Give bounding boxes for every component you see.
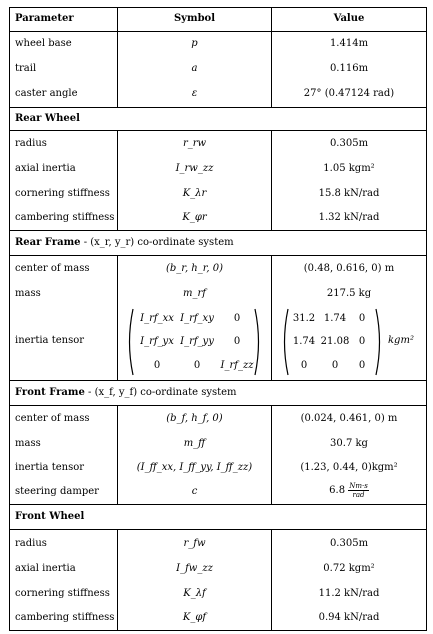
row-value: (0.48, 0.616, 0) m xyxy=(303,263,395,274)
row-value: 217.5 kg xyxy=(326,288,372,299)
row-value: 1.414m xyxy=(329,38,369,49)
section-title-front-frame xyxy=(15,387,237,398)
header-symbol: Symbol xyxy=(173,13,216,24)
table-border-left xyxy=(9,7,10,631)
row-symbol: K_λf xyxy=(183,588,206,599)
row-param: cambering stiffness xyxy=(15,612,115,623)
row-param: center of mass xyxy=(15,263,90,274)
section-rule xyxy=(9,130,427,131)
matrix-cell: 0 xyxy=(358,313,366,324)
row-value: 0.72 kgm² xyxy=(323,563,375,574)
section-rule xyxy=(9,380,427,381)
matrix-cell: 31.2 xyxy=(292,313,316,324)
row-param: steering damper xyxy=(15,486,99,497)
row-symbol: K_φr xyxy=(182,212,207,223)
row-param: wheel base xyxy=(15,38,72,49)
row-value: 0.116m xyxy=(329,63,369,74)
matrix-cell: 21.08 xyxy=(320,336,350,347)
row-symbol: m_rf xyxy=(183,288,206,299)
row-symbol: r_rw xyxy=(182,138,207,149)
section-rule xyxy=(9,405,427,406)
section-title-front-wheel: Front Wheel xyxy=(15,511,85,522)
section-title-text: Front Frame xyxy=(15,387,85,398)
row-symbol: a xyxy=(191,63,198,74)
damper-unit-fraction xyxy=(348,482,369,499)
row-param: mass xyxy=(15,438,41,449)
inertia-unit: kgm² xyxy=(388,335,414,346)
row-symbol: (I_ff_xx, I_ff_yy, I_ff_zz) xyxy=(136,462,253,473)
row-param: axial inertia xyxy=(15,163,76,174)
row-param: cornering stiffness xyxy=(15,188,110,199)
section-title-suffix: - (x_r, y_r) co-ordinate system xyxy=(80,237,234,248)
row-symbol: I_rw_zz xyxy=(175,163,214,174)
row-param: axial inertia xyxy=(15,563,76,574)
row-param: trail xyxy=(15,63,37,74)
section-rule xyxy=(9,529,427,530)
matrix-cell: I_rf_xy xyxy=(180,313,214,324)
inertia-symbol-matrix xyxy=(124,307,264,377)
row-value: 0.305m xyxy=(329,538,369,549)
row-symbol: ε xyxy=(191,88,198,99)
section-rule xyxy=(9,255,427,256)
row-param: radius xyxy=(15,138,47,149)
row-value: 15.8 kN/rad xyxy=(318,188,380,199)
row-value: 11.2 kN/rad xyxy=(318,588,380,599)
section-rule xyxy=(9,107,427,108)
row-symbol: r_fw xyxy=(183,538,206,549)
row-symbol: (b_f, h_f, 0) xyxy=(166,413,223,424)
section-title-suffix: - (x_f, y_f) co-ordinate system xyxy=(84,387,237,398)
row-param: radius xyxy=(15,538,47,549)
matrix-cell: 0 xyxy=(358,336,366,347)
inertia-value-matrix xyxy=(280,307,384,377)
row-value: 0.94 kN/rad xyxy=(318,612,380,623)
row-value: 30.7 kg xyxy=(330,438,368,449)
section-title-rear-frame xyxy=(15,237,234,248)
row-param: caster angle xyxy=(15,88,78,99)
row-symbol: p xyxy=(191,38,198,49)
row-value: (0.024, 0.461, 0) m xyxy=(300,413,398,424)
matrix-cell: 0 xyxy=(331,360,339,371)
row-value: (1.23, 0.44, 0)kgm² xyxy=(300,462,398,473)
section-title-text: Rear Frame xyxy=(15,237,81,248)
table-border-bottom xyxy=(9,630,427,631)
fraction-numerator: Nm·s xyxy=(349,482,368,490)
matrix-cell: 0 xyxy=(300,360,308,371)
section-title-rear-wheel: Rear Wheel xyxy=(15,113,80,124)
row-param: cambering stiffness xyxy=(15,212,115,223)
table-border-top xyxy=(9,7,427,8)
matrix-cell: I_rf_zz xyxy=(220,360,254,371)
row-symbol: c xyxy=(191,486,198,497)
section-rule xyxy=(9,504,427,505)
row-symbol: m_ff xyxy=(183,438,206,449)
matrix-cell: 0 xyxy=(153,360,161,371)
damper-value: 6.8 xyxy=(329,485,346,496)
row-value: 27° (0.47124 rad) xyxy=(303,88,395,99)
matrix-cell: I_rf_yy xyxy=(180,336,214,347)
header-value: Value xyxy=(333,13,365,24)
row-symbol: K_φf xyxy=(182,612,207,623)
matrix-cell: 0 xyxy=(193,360,201,371)
matrix-cell: 0 xyxy=(233,336,241,347)
row-param: inertia tensor xyxy=(15,335,85,346)
matrix-cell: 1.74 xyxy=(292,336,316,347)
header-parameter: Parameter xyxy=(15,13,74,24)
header-rule xyxy=(9,31,427,32)
matrix-cell: I_rf_yx xyxy=(140,336,174,347)
matrix-cell: I_rf_xx xyxy=(140,313,174,324)
row-param: center of mass xyxy=(15,413,90,424)
matrix-cell: 0 xyxy=(358,360,366,371)
matrix-cell: 0 xyxy=(233,313,241,324)
row-value: 0.305m xyxy=(329,138,369,149)
row-symbol: (b_r, h_r, 0) xyxy=(165,263,224,274)
section-rule xyxy=(9,230,427,231)
row-symbol: I_fw_zz xyxy=(176,563,213,574)
row-param: inertia tensor xyxy=(15,462,85,473)
fraction-denominator: rad xyxy=(352,491,365,499)
matrix-cell: 1.74 xyxy=(323,313,347,324)
row-param: cornering stiffness xyxy=(15,588,110,599)
row-param: mass xyxy=(15,288,41,299)
table-border-right xyxy=(426,7,427,631)
row-value: 1.05 kgm² xyxy=(323,163,375,174)
row-symbol: K_λr xyxy=(182,188,207,199)
row-value: 1.32 kN/rad xyxy=(318,212,380,223)
row-value-damper xyxy=(272,482,426,499)
